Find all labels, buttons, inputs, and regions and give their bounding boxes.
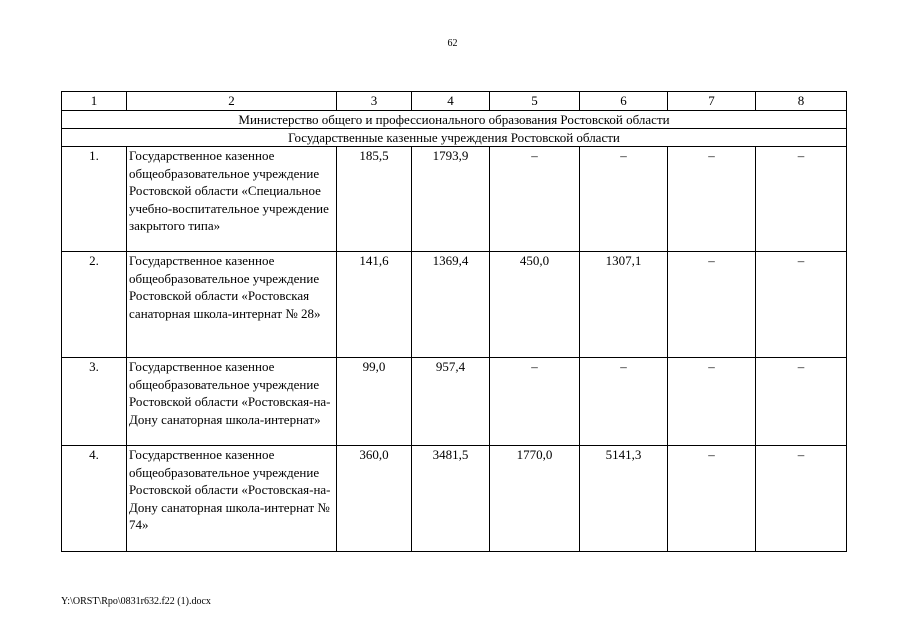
table-header-row <box>62 92 847 111</box>
value-cell: – <box>668 358 756 446</box>
row-number: 3. <box>62 358 127 446</box>
value-cell: 185,5 <box>337 147 412 252</box>
table-row <box>62 147 847 252</box>
value-cell: – <box>756 358 847 446</box>
page-number: 62 <box>447 38 458 49</box>
institution-name: Государственное казенное общеобразовательное учреждение Ростовской области «Специальное учебно-воспитательное учреждение закрытого типа» <box>127 147 337 252</box>
value-cell: 1770,0 <box>490 446 580 552</box>
header-cell: 7 <box>668 92 756 111</box>
value-cell: 957,4 <box>412 358 490 446</box>
value-cell: – <box>668 446 756 552</box>
value-cell: 450,0 <box>490 252 580 358</box>
table-row <box>62 252 847 358</box>
value-cell: 1793,9 <box>412 147 490 252</box>
value-cell: 141,6 <box>337 252 412 358</box>
row-number: 2. <box>62 252 127 358</box>
header-cell: 4 <box>412 92 490 111</box>
value-cell: 360,0 <box>337 446 412 552</box>
value-cell: 5141,3 <box>580 446 668 552</box>
value-cell: – <box>668 252 756 358</box>
value-cell: – <box>490 147 580 252</box>
value-cell: 1369,4 <box>412 252 490 358</box>
value-cell: 99,0 <box>337 358 412 446</box>
value-cell: 1307,1 <box>580 252 668 358</box>
header-cell: 2 <box>127 92 337 111</box>
value-cell: – <box>490 358 580 446</box>
group-row <box>62 129 847 147</box>
data-table <box>61 91 847 552</box>
ministry-row <box>62 111 847 129</box>
header-cell: 5 <box>490 92 580 111</box>
header-cell: 3 <box>337 92 412 111</box>
table-row <box>62 446 847 552</box>
institution-name: Государственное казенное общеобразовательное учреждение Ростовской области «Ростовская санаторная школа-интернат № 28» <box>127 252 337 358</box>
header-cell: 6 <box>580 92 668 111</box>
table-row <box>62 358 847 446</box>
institution-name: Государственное казенное общеобразовательное учреждение Ростовской области «Ростовская-на-Дону санаторная школа-интернат № 74» <box>127 446 337 552</box>
value-cell: – <box>756 252 847 358</box>
header-cell: 8 <box>756 92 847 111</box>
value-cell: – <box>668 147 756 252</box>
row-number: 1. <box>62 147 127 252</box>
group-heading: Государственные казенные учреждения Ростовской области <box>62 129 847 147</box>
row-number: 4. <box>62 446 127 552</box>
value-cell: – <box>580 358 668 446</box>
value-cell: – <box>756 147 847 252</box>
header-cell: 1 <box>62 92 127 111</box>
value-cell: 3481,5 <box>412 446 490 552</box>
institution-name: Государственное казенное общеобразовательное учреждение Ростовской области «Ростовская-на-Дону санаторная школа-интернат» <box>127 358 337 446</box>
value-cell: – <box>756 446 847 552</box>
footer-file-path: Y:\ORST\Rpo\0831r632.f22 (1).docx <box>61 596 211 607</box>
value-cell: – <box>580 147 668 252</box>
ministry-heading: Министерство общего и профессионального образования Ростовской области <box>62 111 847 129</box>
